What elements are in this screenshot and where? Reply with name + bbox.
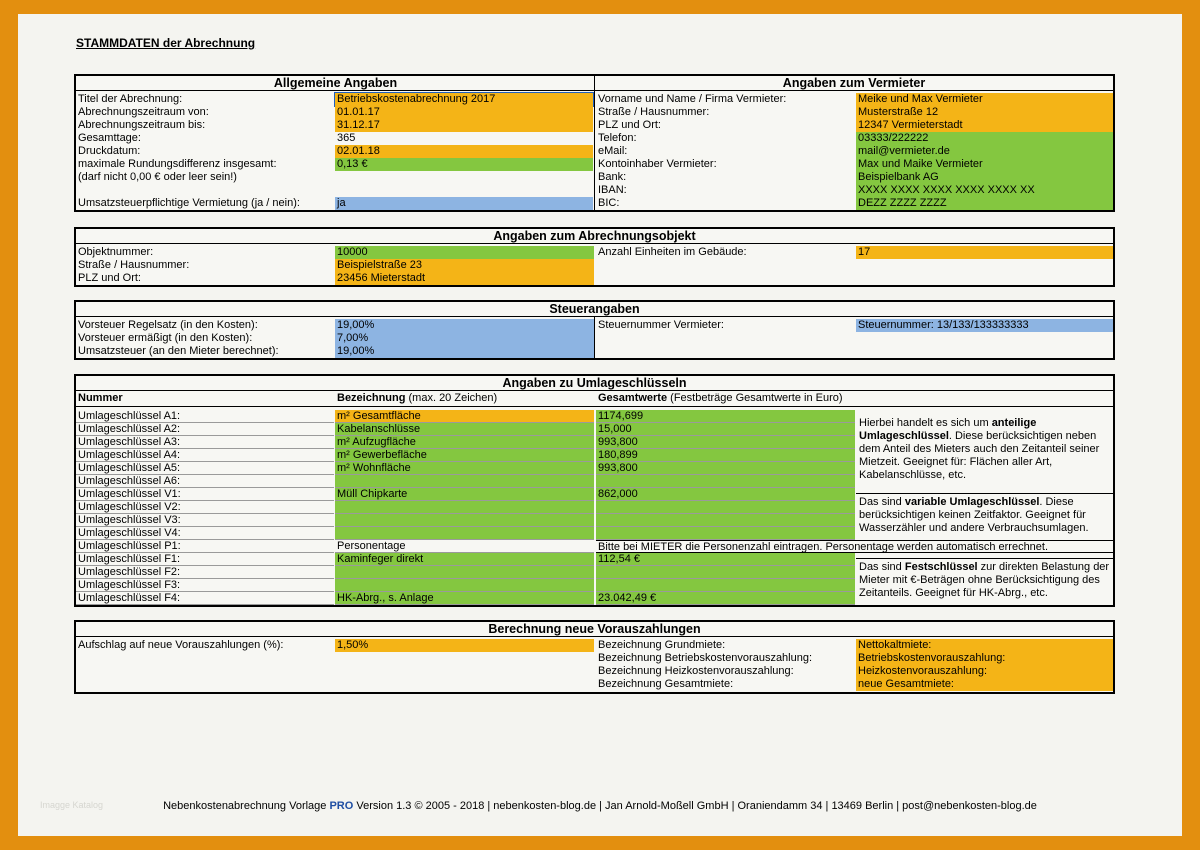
sheet <box>18 14 1182 836</box>
umlage-bezeichnung[interactable]: Müll Chipkarte <box>335 488 594 501</box>
label-von: Abrechnungszeitraum von: <box>78 106 209 118</box>
input-telefon[interactable]: 03333/222222 <box>856 132 1113 145</box>
note-v-text-2: . Diese berücksichtigen keinen Zeitfaktor. Geeignet für Wasserzähler und andere Verbrauchsumlagen. <box>859 496 1089 534</box>
input-grundmiete[interactable]: Nettokaltmiete: <box>856 639 1113 652</box>
label-gesamtmiete: Bezeichnung Gesamtmiete: <box>598 678 734 690</box>
input-vorsteuer-erm[interactable]: 7,00% <box>335 332 594 345</box>
header-voraus: Berechnung neue Vorauszahlungen <box>76 622 1113 637</box>
label-titel: Titel der Abrechnung: <box>78 93 183 105</box>
umlage-bezeichnung[interactable]: m² Gesamtfläche <box>335 410 594 423</box>
umlage-gesamtwert[interactable]: 15,000 <box>596 423 855 436</box>
input-bank[interactable]: Beispielbank AG <box>856 171 1113 184</box>
col-nummer: Nummer <box>78 392 123 404</box>
input-vorsteuer-regel[interactable]: 19,00% <box>335 319 594 332</box>
input-vermieter-name[interactable]: Meike und Max Vermieter <box>856 93 1113 106</box>
umlage-gesamtwert[interactable] <box>596 566 855 579</box>
input-umsatzsteuer[interactable]: 19,00% <box>335 345 594 358</box>
label-vermieter-plz: PLZ und Ort: <box>598 119 661 131</box>
label-bank: Bank: <box>598 171 627 183</box>
input-rundung[interactable]: 0,13 € <box>335 158 593 171</box>
note-fest <box>856 558 1114 606</box>
header-objekt: Angaben zum Abrechnungsobjekt <box>76 229 1113 244</box>
umlage-bezeichnung[interactable] <box>335 501 594 514</box>
label-aufschlag: Aufschlag auf neue Vorauszahlungen (%): <box>78 639 284 651</box>
umlage-gesamtwert[interactable]: 180,899 <box>596 449 855 462</box>
block-steuer <box>74 300 1115 360</box>
umlage-gesamtwert[interactable]: 993,800 <box>596 436 855 449</box>
umlage-bezeichnung[interactable]: m² Wohnfläche <box>335 462 594 475</box>
input-druckdatum[interactable]: 02.01.18 <box>335 145 593 158</box>
label-kontoinhaber: Kontoinhaber Vermieter: <box>598 158 717 170</box>
col-gesamtwerte <box>596 392 1113 405</box>
label-objekt-strasse: Straße / Hausnummer: <box>78 259 190 271</box>
input-aufschlag[interactable]: 1,50% <box>335 639 594 652</box>
page-title: STAMMDATEN der Abrechnung <box>76 36 256 50</box>
note-a-text-2: . Diese berücksichtigen neben dem Anteil des Mieters auch den Zeitanteil seiner Mietzeit. Geeignet für: Flächen aller Art, Kabelanschlüsse, etc. <box>859 430 1100 481</box>
umlage-gesamtwert[interactable] <box>596 514 855 527</box>
umlage-nummer: Umlageschlüssel F2: <box>76 566 334 579</box>
col-gesamtwerte-bold: Gesamtwerte <box>598 392 668 404</box>
umlage-bezeichnung[interactable] <box>335 579 594 592</box>
label-bk-voraus: Bezeichnung Betriebskostenvorauszahlung: <box>598 652 813 664</box>
block-objekt <box>74 227 1115 287</box>
label-gesamttage: Gesamttage: <box>78 132 141 144</box>
umlage-nummer: Umlageschlüssel F3: <box>76 579 334 592</box>
note-v-bold: variable Umlageschlüssel <box>904 496 1040 508</box>
watermark: Imagge Katalog <box>40 800 104 810</box>
note-f-text-2: zur direkten Belastung der Mieter mit €-Beträgen ohne Berücksichtigung des Zeitanteils. Geeignet für HK-Abrg., etc. <box>859 561 1110 599</box>
block-voraus <box>74 620 1115 694</box>
umlage-nummer: Umlageschlüssel A1: <box>76 410 334 423</box>
umlage-nummer: Umlageschlüssel P1: <box>76 540 334 553</box>
col-bezeichnung <box>335 392 594 405</box>
note-a-bold: anteilige Umlageschlüssel <box>859 417 1037 442</box>
umlage-gesamtwert[interactable]: 862,000 <box>596 488 855 501</box>
col-bezeichnung-bold: Bezeichnung <box>337 392 406 404</box>
header-allgemein: Allgemeine Angaben <box>76 76 595 91</box>
label-bic: BIC: <box>598 197 620 209</box>
note-a-text-1: Hierbei handelt es sich um <box>859 417 992 429</box>
input-objekt-strasse[interactable]: Beispielstraße 23 <box>335 259 594 272</box>
footer-pro: PRO <box>329 800 354 812</box>
umlage-nummer: Umlageschlüssel A5: <box>76 462 334 475</box>
umlage-nummer: Umlageschlüssel A4: <box>76 449 334 462</box>
label-hk-voraus: Bezeichnung Heizkostenvorauszahlung: <box>598 665 794 677</box>
label-vermieter-name: Vorname und Name / Firma Vermieter: <box>598 93 787 105</box>
input-hk-voraus[interactable]: Heizkostenvorauszahlung: <box>856 665 1113 678</box>
header-rule <box>76 406 1113 407</box>
input-objekt-plz[interactable]: 23456 Mieterstadt <box>335 272 594 285</box>
umlage-nummer: Umlageschlüssel A6: <box>76 475 334 488</box>
label-einheiten: Anzahl Einheiten im Gebäude: <box>598 246 747 258</box>
block-umlage <box>74 374 1115 607</box>
label-objekt-plz: PLZ und Ort: <box>78 272 141 284</box>
umlage-nummer: Umlageschlüssel A2: <box>76 423 334 436</box>
label-druckdatum: Druckdatum: <box>78 145 141 157</box>
umlage-nummer: Umlageschlüssel V4: <box>76 527 334 540</box>
umlage-nummer: Umlageschlüssel A3: <box>76 436 334 449</box>
footer-pre: Nebenkostenabrechnung Vorlage <box>163 800 330 812</box>
umlage-gesamtwert[interactable] <box>596 527 855 540</box>
umlage-bezeichnung[interactable]: Kaminfeger direkt <box>335 553 594 566</box>
umlage-nummer: Umlageschlüssel V2: <box>76 501 334 514</box>
umlage-bezeichnung[interactable] <box>335 475 594 488</box>
label-vorsteuer-erm: Vorsteuer ermäßigt (in den Kosten): <box>78 332 253 344</box>
note-f-text-1: Das sind <box>859 561 905 573</box>
input-ust-vermietung[interactable]: ja <box>335 197 593 210</box>
umlage-bezeichnung[interactable] <box>335 566 594 579</box>
input-vermieter-strasse[interactable]: Musterstraße 12 <box>856 106 1113 119</box>
umlage-gesamtwert[interactable]: 23.042,49 € <box>596 592 855 605</box>
value-gesamttage: 365 <box>337 132 356 144</box>
umlage-gesamtwert[interactable]: 993,800 <box>596 462 855 475</box>
note-variable <box>856 493 1114 545</box>
umlage-gesamtwert[interactable]: 1174,699 <box>596 410 855 423</box>
label-iban: IBAN: <box>598 184 627 196</box>
note-v-text-1: Das sind <box>859 496 905 508</box>
umlage-bezeichnung[interactable] <box>335 514 594 527</box>
input-iban[interactable]: XXXX XXXX XXXX XXXX XXXX XX <box>856 184 1113 197</box>
label-grundmiete: Bezeichnung Grundmiete: <box>598 639 726 651</box>
umlage-bezeichnung[interactable]: m² Aufzugfläche <box>335 436 594 449</box>
input-objektnummer[interactable]: 10000 <box>335 246 594 259</box>
footer-post: Version 1.3 © 2005 - 2018 | nebenkosten-blog.de | Jan Arnold-Moßell GmbH | Oraniendamm 34 | 13469 Berlin | post@nebenkosten-blog.de <box>353 800 1037 812</box>
label-rundung: maximale Rundungsdifferenz insgesamt: <box>78 158 277 170</box>
input-von[interactable]: 01.01.17 <box>335 106 593 119</box>
input-titel[interactable]: Betriebskostenabrechnung 2017 <box>335 93 593 106</box>
col-bezeichnung-hint: (max. 20 Zeichen) <box>405 392 498 404</box>
divider <box>594 317 595 358</box>
label-steuernummer: Steuernummer Vermieter: <box>598 319 724 331</box>
umlage-nummer: Umlageschlüssel F4: <box>76 592 334 605</box>
umlage-gesamtwert[interactable] <box>596 501 855 514</box>
input-bis[interactable]: 31.12.17 <box>335 119 593 132</box>
header-vermieter: Angaben zum Vermieter <box>595 76 1113 91</box>
label-bis: Abrechnungszeitraum bis: <box>78 119 206 131</box>
input-bic[interactable]: DEZZ ZZZZ ZZZZ <box>856 197 1113 210</box>
umlage-nummer: Umlageschlüssel V1: <box>76 488 334 501</box>
block-allgemein-vermieter <box>74 74 1115 212</box>
umlage-nummer: Umlageschlüssel F1: <box>76 553 334 566</box>
umlage-gesamtwert: Bitte bei MIETER die Personenzahl eintragen. Personentage werden automatisch errechnet. <box>596 540 1113 553</box>
label-vorsteuer-regel: Vorsteuer Regelsatz (in den Kosten): <box>78 319 258 331</box>
umlage-gesamtwert[interactable] <box>596 475 855 488</box>
footer <box>18 800 1182 812</box>
label-umsatzsteuer: Umsatzsteuer (an den Mieter berechnet): <box>78 345 279 357</box>
col-gesamtwerte-hint: (Festbeträge Gesamtwerte in Euro) <box>667 392 843 404</box>
input-gesamtmiete[interactable]: neue Gesamtmiete: <box>856 678 1113 691</box>
umlage-bezeichnung[interactable] <box>335 527 594 540</box>
umlage-bezeichnung[interactable]: Kabelanschlüsse <box>335 423 594 436</box>
header-umlage: Angaben zu Umlageschlüsseln <box>76 376 1113 391</box>
input-steuernummer[interactable]: Steuernummer: 13/133/133333333 <box>856 319 1113 332</box>
hint-rundung: (darf nicht 0,00 € oder leer sein!) <box>78 171 237 183</box>
input-einheiten[interactable]: 17 <box>856 246 1113 259</box>
label-ust-vermietung: Umsatzsteuerpflichtige Vermietung (ja / nein): <box>78 197 300 209</box>
umlage-gesamtwert[interactable]: 112,54 € <box>596 553 855 566</box>
umlage-bezeichnung[interactable]: m² Gewerbefläche <box>335 449 594 462</box>
header-steuer: Steuerangaben <box>76 302 1113 317</box>
label-vermieter-strasse: Straße / Hausnummer: <box>598 106 710 118</box>
divider <box>594 76 595 210</box>
label-objektnummer: Objektnummer: <box>78 246 154 258</box>
input-bk-voraus[interactable]: Betriebskostenvorauszahlung: <box>856 652 1113 665</box>
note-anteilige <box>856 415 1114 493</box>
input-vermieter-plz[interactable]: 12347 Vermieterstadt <box>856 119 1113 132</box>
input-kontoinhaber[interactable]: Max und Maike Vermieter <box>856 158 1113 171</box>
umlage-bezeichnung[interactable]: Personentage <box>335 540 594 553</box>
note-f-bold: Festschlüssel <box>904 561 978 573</box>
umlage-bezeichnung[interactable]: HK-Abrg., s. Anlage <box>335 592 594 605</box>
umlage-nummer: Umlageschlüssel V3: <box>76 514 334 527</box>
label-telefon: Telefon: <box>598 132 637 144</box>
umlage-gesamtwert[interactable] <box>596 579 855 592</box>
label-email: eMail: <box>598 145 628 157</box>
input-email[interactable]: mail@vermieter.de <box>856 145 1113 158</box>
